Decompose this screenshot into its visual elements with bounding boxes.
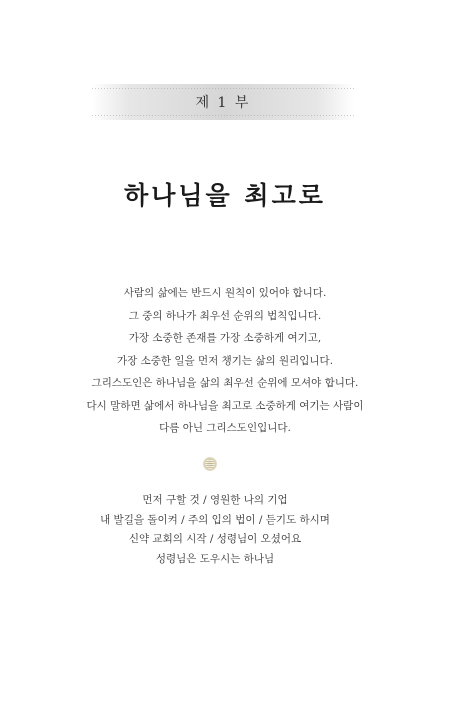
intro-line: 다름 아닌 그리스도인입니다. [159,422,291,434]
part-heading-band [92,84,354,120]
part-label: 제 1 부 [195,95,251,111]
topic-line: 성령님은 도우시는 하나님 [155,552,275,565]
band-bottom-rule [92,115,354,116]
topic-line: 먼저 구할 것 / 영원한 나의 기업 [142,494,288,506]
chapter-title: 하나님을 최고로 [124,181,326,210]
ornament-dot-icon [203,457,217,471]
topic-line: 신약 교회의 시작 / 성령님이 오셨어요 [128,533,302,545]
topic-line: 내 발길을 돌이켜 / 주의 입의 법이 / 듣기도 하시며 [100,513,330,526]
intro-line: 가장 소중한 존재를 가장 소중하게 여기고, [128,332,322,344]
intro-line: 다시 말하면 삶에서 하나님을 최고로 소중하게 여기는 사람이 [86,399,364,412]
topic-list [0,491,430,569]
intro-line: 사람의 삶에는 반드시 원칙이 있어야 합니다. [123,287,327,299]
intro-paragraph [0,282,450,440]
intro-line: 그 중의 하나가 최우선 순위의 법칙입니다. [128,309,322,322]
intro-line: 가장 소중한 일을 먼저 챙기는 삶의 원리입니다. [116,354,334,367]
intro-line: 그리스도인은 하나님을 삶의 최우선 순위에 모셔야 합니다. [91,377,359,389]
